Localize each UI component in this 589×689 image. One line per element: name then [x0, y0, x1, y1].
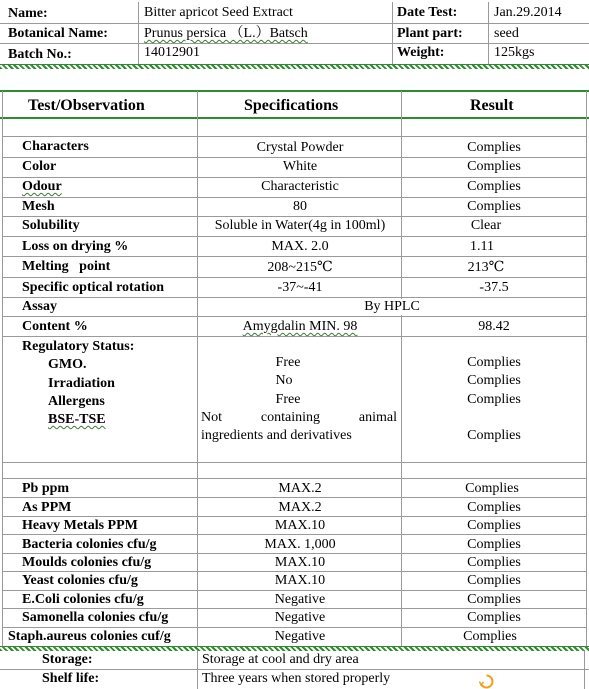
row-result: Complies — [467, 537, 521, 552]
divider — [138, 2, 139, 64]
date-test-label: Date Test: — [397, 5, 458, 20]
divider — [0, 669, 589, 670]
row-rule — [2, 627, 586, 628]
row-result: Complies — [467, 428, 521, 443]
row-spec: MAX.2 — [278, 500, 322, 515]
row-result: -37.5 — [479, 280, 509, 295]
divider — [197, 91, 198, 647]
row-rule — [2, 277, 586, 278]
row-rule — [2, 297, 586, 298]
row-result: 1.11 — [470, 239, 494, 254]
spec-line — [201, 409, 397, 427]
storage-value: Storage at cool and dry area — [202, 652, 359, 667]
row-spec: Crystal Powder — [256, 140, 344, 155]
row-test: Characters — [22, 139, 89, 154]
row-rule — [2, 571, 586, 572]
plant-part-label: Plant part: — [397, 26, 463, 41]
row-result: Complies — [467, 179, 521, 194]
regulatory-title: Regulatory Status: — [22, 339, 135, 354]
weight-value: 125kgs — [494, 45, 535, 60]
row-result: Complies — [467, 355, 521, 370]
header-specifications: Specifications — [244, 97, 339, 114]
divider — [586, 91, 587, 647]
row-test: Irradiation — [48, 376, 115, 391]
row-spec: MAX.10 — [274, 518, 326, 533]
row-spec — [200, 319, 400, 335]
section-rule — [0, 646, 589, 651]
row-test: E.Coli colonies cfu/g — [22, 592, 144, 607]
row-test: Content % — [22, 319, 88, 334]
weight-label: Weight: — [397, 45, 445, 60]
row-result: Complies — [467, 159, 521, 174]
row-result: Complies — [467, 555, 521, 570]
row-test: Staph.aureus colonies cuf/g — [8, 629, 171, 644]
row-spec-text: Amygdalin MIN. 98 — [242, 319, 358, 334]
row-result: 213℃ — [467, 260, 505, 275]
row-rule — [2, 177, 586, 178]
row-rule — [2, 316, 586, 317]
row-spec: MAX.10 — [274, 555, 326, 570]
divider — [392, 2, 393, 64]
row-result: Clear — [470, 218, 502, 233]
row-result: Complies — [463, 629, 517, 644]
divider — [488, 2, 489, 64]
row-test: Melting point — [22, 259, 111, 274]
loading-spinner-icon — [479, 674, 494, 689]
row-test: Heavy Metals PPM — [22, 518, 138, 533]
row-result: Complies — [467, 500, 521, 515]
row-result: Complies — [467, 392, 521, 407]
row-spec: Negative — [274, 592, 326, 607]
row-test: GMO. — [48, 357, 87, 372]
divider — [2, 91, 3, 647]
row-spec — [201, 409, 397, 445]
row-test: As PPM — [22, 500, 72, 515]
spec-line: ingredients and derivatives — [201, 428, 352, 443]
row-rule — [2, 534, 586, 535]
row-rule — [2, 236, 586, 237]
row-test: Samonella colonies cfu/g — [22, 610, 169, 625]
table-top-rule — [0, 90, 589, 92]
name-value: Bitter apricot Seed Extract — [144, 5, 293, 20]
row-rule — [2, 197, 586, 198]
name-label: Name: — [8, 6, 48, 21]
row-result: Complies — [467, 592, 521, 607]
row-rule — [2, 608, 586, 609]
row-rule — [2, 590, 586, 591]
row-test: Assay — [22, 299, 58, 314]
row-rule — [2, 553, 586, 554]
row-test: Moulds colonies cfu/g — [22, 555, 152, 570]
batch-label: Batch No.: — [8, 47, 72, 62]
row-test: Color — [22, 159, 57, 174]
plant-part-value: seed — [494, 26, 519, 41]
row-rule — [2, 256, 586, 257]
botanical-name-value: Prunus persica （L.）Batsch — [144, 26, 308, 41]
row-spec: White — [282, 159, 318, 174]
spec-word: containing — [260, 410, 320, 425]
row-test: Odour — [22, 179, 62, 194]
storage-label: Storage: — [42, 652, 93, 667]
row-spec: Negative — [274, 610, 326, 625]
row-result: Complies — [467, 610, 521, 625]
row-result: Complies — [467, 573, 521, 588]
divider — [0, 43, 589, 44]
shelf-life-label: Shelf life: — [42, 671, 100, 686]
row-rule — [2, 216, 586, 217]
row-result: Complies — [467, 140, 521, 155]
divider — [401, 91, 402, 647]
row-rule — [2, 157, 586, 158]
header-bottom-rule — [0, 117, 589, 119]
row-test: BSE-TSE — [48, 412, 106, 427]
row-test: Solubility — [22, 218, 80, 233]
row-result: Complies — [467, 518, 521, 533]
row-test: Pb ppm — [22, 481, 70, 496]
row-rule — [2, 462, 586, 463]
row-spec: MAX.10 — [274, 573, 326, 588]
batch-value: 14012901 — [144, 45, 200, 60]
row-spec: Negative — [274, 629, 326, 644]
divider — [584, 651, 585, 689]
row-spec: 208~215℃ — [267, 260, 333, 275]
row-rule — [2, 336, 586, 337]
row-spec: MAX. 2.0 — [271, 239, 329, 254]
divider — [197, 651, 198, 689]
row-spec: Soluble in Water(4g in 100ml) — [214, 218, 386, 233]
spec-word: Not — [201, 410, 222, 425]
row-rule — [2, 136, 586, 137]
shelf-life-value: Three years when stored properly — [202, 671, 391, 686]
divider — [0, 23, 589, 24]
row-spec: Characteristic — [261, 179, 339, 194]
row-test: Loss on drying % — [22, 239, 129, 254]
row-test: Mesh — [22, 199, 55, 214]
row-test: Allergens — [48, 394, 105, 409]
section-rule — [0, 64, 589, 69]
row-spec: -37~-41 — [277, 280, 323, 295]
row-spec: 80 — [293, 199, 307, 214]
row-result: Complies — [467, 199, 521, 214]
row-rule — [2, 497, 586, 498]
row-spec: Free — [275, 355, 301, 370]
row-test: Bacteria colonies cfu/g — [22, 537, 157, 552]
botanical-name-label: Botanical Name: — [8, 26, 108, 41]
row-spec: MAX.2 — [278, 481, 322, 496]
date-test-value: Jan.29.2014 — [494, 5, 562, 20]
header-result: Result — [470, 97, 514, 114]
row-rule — [2, 478, 586, 479]
row-spec: No — [275, 373, 293, 388]
row-test: Specific optical rotation — [22, 280, 165, 295]
header-test: Test/Observation — [28, 97, 145, 114]
row-result: 98.42 — [478, 319, 510, 334]
row-spec: MAX. 1,000 — [264, 537, 336, 552]
row-rule — [2, 516, 586, 517]
row-test: Yeast colonies cfu/g — [22, 573, 138, 588]
row-result: Complies — [465, 481, 519, 496]
row-spec: Free — [275, 392, 301, 407]
row-result: Complies — [467, 373, 521, 388]
row-spec: By HPLC — [200, 299, 584, 315]
spec-word: animal — [358, 410, 397, 425]
